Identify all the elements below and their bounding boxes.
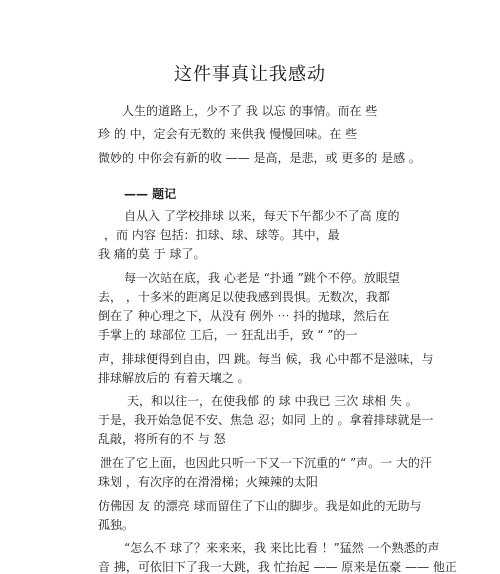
body-line: 音 拂，可依旧下了我一大跳，我 忙抬起 —— 原来是伍豪 —— 他正 bbox=[98, 560, 457, 574]
intro-line: 珍 的 中，定会有无数的 来供我 慢慢回味。在 些 bbox=[98, 127, 358, 141]
subtitle: —— 题记 bbox=[124, 187, 177, 201]
body-line: 自从入 了学校排球 以来，每天下午都少不了高 度的 bbox=[124, 209, 400, 223]
body-line: 倒在了 种心理之下，从没有 例外 ⋯ 抖的抛球，然后在 bbox=[98, 309, 390, 323]
body-line: 仿佛因 友 的漂亮 球而留住了下山的脚步。我是如此的无助与 bbox=[98, 499, 422, 513]
body-line: 我 痛的莫 于 球了。 bbox=[98, 247, 206, 261]
body-line: 每一次站在底，我 心老是 “扑通 ”跳个不停。放眼望 bbox=[124, 271, 400, 285]
document-title: 这件事真让我感动 bbox=[174, 64, 326, 85]
intro-line: 人生的道路上，少不了 我 以忘 的事情。而在 些 bbox=[122, 104, 378, 118]
body-line: 于是，我开始急促不安、焦急 忍；如同 上的 。拿着排球就是一 bbox=[98, 413, 434, 427]
body-line: 天，和以往一，在使我郁 的 球 中我已 三次 球相 失 。 bbox=[127, 394, 418, 408]
body-line: 手掌上的 球部位 工后，一 狂乱出手，致 “ ”的一 bbox=[98, 328, 358, 342]
body-line: 乱敲，将所有的不 与 怒 bbox=[98, 432, 226, 446]
body-line: 珠划 ，有次序的在滑滑梯；火辣辣的太阳 bbox=[98, 475, 318, 489]
intro-line: 微妙的 中你会有新的收 —— 是高，是悲，或 更多的 是感 。 bbox=[98, 151, 421, 165]
body-line: 泄在了它上面，也因此只听一下又一下沉重的“ ”声。一 大的汗 bbox=[100, 456, 432, 470]
body-line: 排球解放后的 有着天壤之 。 bbox=[98, 371, 250, 385]
body-line: 去， ，十多米的距离足以使我感到畏惧。无数次，我都 bbox=[98, 290, 390, 304]
body-line: 声，排球便得到自由，四 跳。每当 候，我 心中都不是滋味，与 bbox=[98, 352, 434, 366]
body-line: “怎么不 球了？来来来，我 来比比看 ！”猛然 一个熟悉的声 bbox=[124, 541, 440, 555]
body-line: ，而 内容 包括：扣球、球、球等。其中，最 bbox=[104, 228, 340, 242]
body-line: 孤独。 bbox=[98, 518, 135, 532]
